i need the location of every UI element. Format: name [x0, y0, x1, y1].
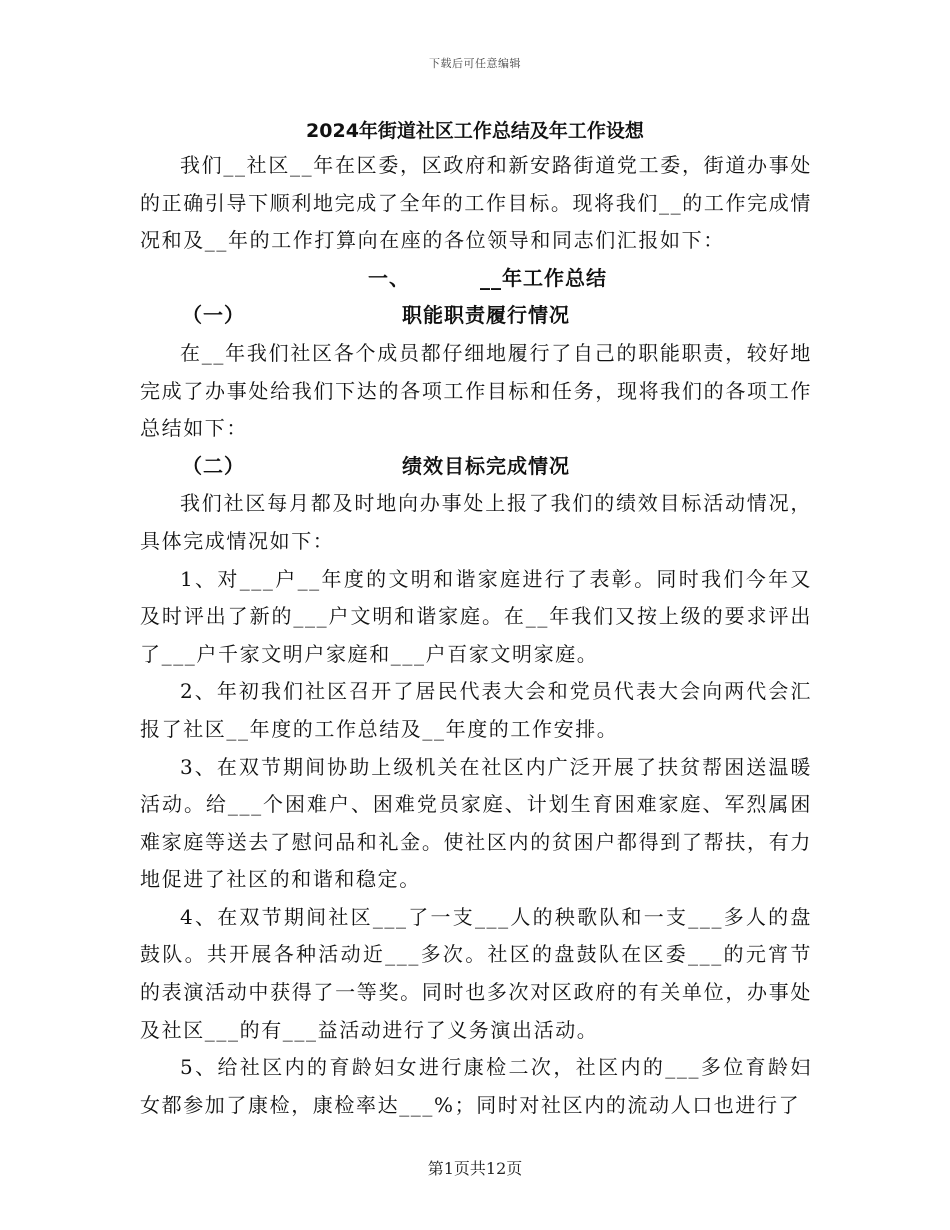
section-title: __年工作总结 [480, 265, 607, 290]
subsection-title: 职能职责履行情况 [402, 303, 570, 328]
list-item: 3、在双节期间协助上级机关在社区内广泛开展了扶贫帮困送温暖活动。给___个困难户、困难党员家庭、计划生育困难家庭、军烈属困难家庭等送去了慰问品和礼金。使社区内的贫困户都得到了帮扶，有力地促进了社区的和谐和稳定。 [140, 754, 812, 892]
list-item: 2、年初我们社区召开了居民代表大会和党员代表大会向两代会汇报了社区__年度的工作总结及__年度的工作安排。 [140, 679, 812, 741]
intro-paragraph: 我们__社区__年在区委，区政府和新安路街道党工委，街道办事处的正确引导下顺利地完成了全年的工作目标。现将我们__的工作完成情况和及__年的工作打算向在座的各位领导和同志们汇报如下： [140, 153, 812, 253]
document-body [140, 147, 812, 1124]
subsection-heading-2 [140, 448, 812, 486]
subsection-heading-1 [140, 297, 812, 335]
page-footer: 第1页共12页 [427, 1159, 523, 1178]
list-item: 1、对___户__年度的文明和谐家庭进行了表彰。同时我们今年又及时评出了新的___户文明和谐家庭。在__年我们又按上级的要求评出了___户千家文明户家庭和___户百家文明家庭。 [140, 566, 812, 666]
header-note: 下载后可任意编辑 [429, 57, 521, 70]
section-heading-1 [140, 260, 812, 298]
subsection-number: （二） [182, 453, 245, 478]
list-item: 5、给社区内的育龄妇女进行康检二次，社区内的___多位育龄妇女都参加了康检，康检率达___%；同时对社区内的流动人口也进行了 [140, 1055, 812, 1117]
document-title: 2024年街道社区工作总结及年工作设想 [306, 120, 644, 142]
section-number: 一、 [368, 265, 410, 290]
list-item: 4、在双节期间社区___了一支___人的秧歌队和一支___多人的盘鼓队。共开展各种活动近___多次。社区的盘鼓队在区委___的元宵节的表演活动中获得了一等奖。同时也多次对区政府的有关单位，办事处及社区___的有___益活动进行了义务演出活动。 [140, 904, 812, 1042]
subsection-title: 绩效目标完成情况 [402, 453, 570, 478]
subsection-paragraph: 我们社区每月都及时地向办事处上报了我们的绩效目标活动情况，具体完成情况如下： [140, 491, 812, 553]
subsection-paragraph: 在__年我们社区各个成员都仔细地履行了自己的职能职责，较好地完成了办事处给我们下达的各项工作目标和任务，现将我们的各项工作总结如下： [140, 340, 812, 441]
subsection-number: （一） [182, 303, 245, 328]
